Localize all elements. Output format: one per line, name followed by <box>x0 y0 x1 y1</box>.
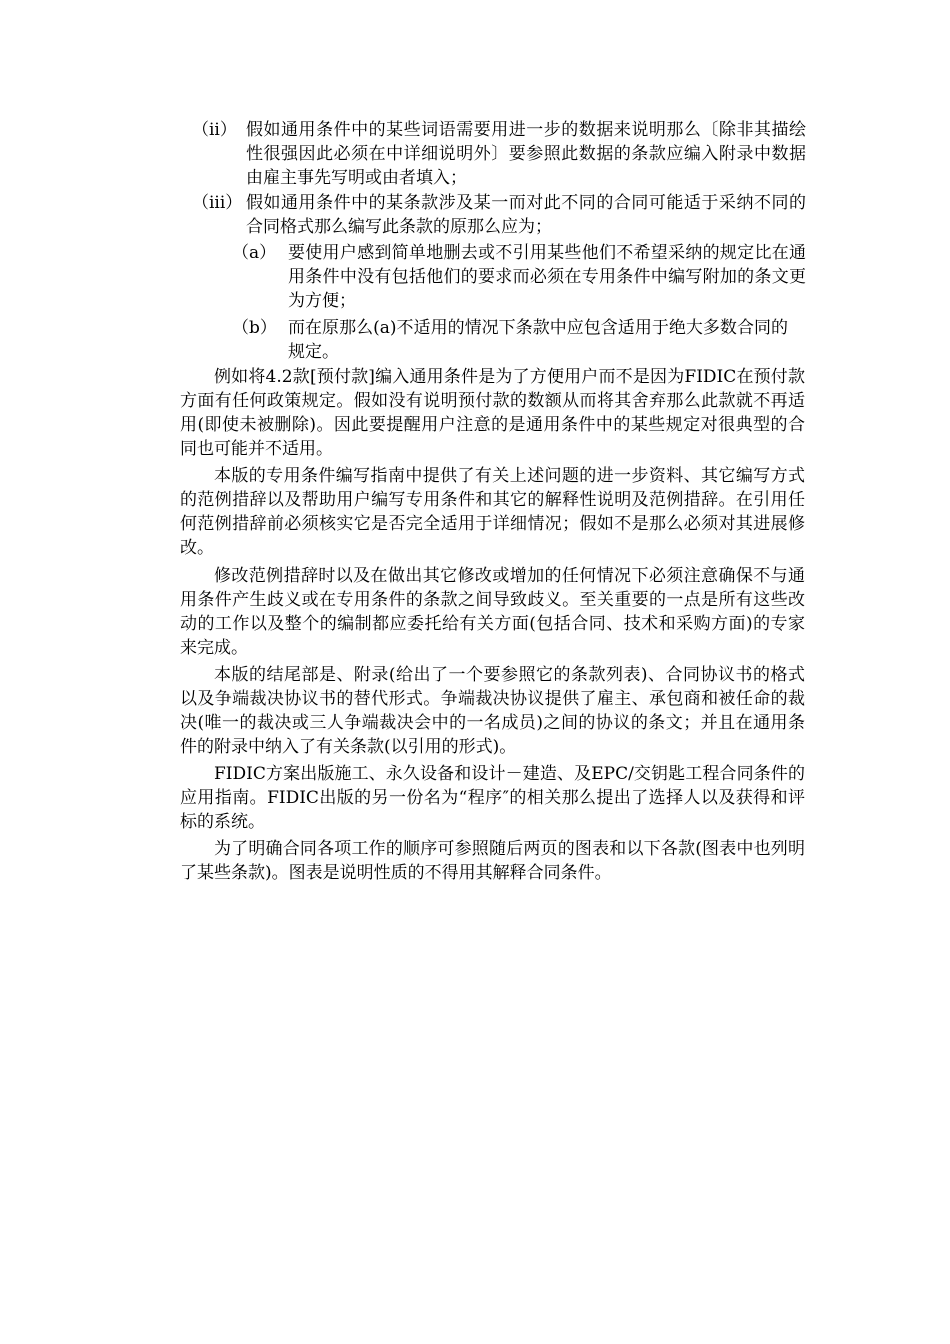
sub-list-item-text: 而在原那么(a)不适用的情况下条款中应包含适用于绝大多数合同的规定。 <box>288 318 788 362</box>
body-paragraph: 本版的专用条件编写指南中提供了有关上述问题的进一步资料、其它编写方式的范例措辞以及帮助用户编写专用条件和其它的解释性说明及范例措辞。在引用任何范例措辞前必须核实它是否完全适用于详细情况；假如不是那么必须对其进展修改。 <box>180 466 805 558</box>
sub-list-item-text: 要使用户感到简单地删去或不引用某些他们不希望采纳的规定比在通用条件中没有包括他们的要求而必须在专用条件中编写附加的条文更为方便； <box>288 243 806 311</box>
list-item-text: 假如通用条件中的某条款涉及某一而对此不同的合同可能适于采纳不同的合同格式那么编写此条款的原那么应为； <box>246 193 806 237</box>
list-item-label: （iii） <box>192 193 243 213</box>
sub-list-item-label: （a） <box>232 243 277 263</box>
list-item-label: （ii） <box>192 120 237 140</box>
sub-list-item-label: （b） <box>232 318 277 338</box>
body-paragraph: 为了明确合同各项工作的顺序可参照随后两页的图表和以下各款(图表中也列明了某些条款)。图表是说明性质的不得用其解释合同条件。 <box>180 839 805 883</box>
body-paragraph: 例如将4.2款[预付款]编入通用条件是为了方便用户而不是因为FIDIC在预付款方面有任何政策规定。假如没有说明预付款的数额从而将其舍弃那么此款就不再适用(即使未被删除)。因此要提醒用户注意的是通用条件中的某些规定对很典型的合同也可能并不适用。 <box>180 367 805 459</box>
body-paragraph: FIDIC方案出版施工、永久设备和设计－建造、及EPC/交钥匙工程合同条件的应用指南。FIDIC出版的另一份名为“程序″的相关那么提出了选择人以及获得和评标的系统。 <box>180 764 805 832</box>
body-paragraph: 本版的结尾部是、附录(给出了一个要参照它的条款列表)、合同协议书的格式以及争端裁决协议书的替代形式。争端裁决协议提供了雇主、承包商和被任命的裁决(唯一的裁决或三人争端裁决会中的一名成员)之间的协议的条文；并且在通用条件的附录中纳入了有关条款(以引用的形式)。 <box>180 665 805 757</box>
list-item-text: 假如通用条件中的某些词语需要用进一步的数据来说明那么〔除非其描绘性很强因此必须在中详细说明外〕要参照此数据的条款应编入附录中数据由雇主事先写明或由者填入； <box>246 120 806 188</box>
body-paragraph: 修改范例措辞时以及在做出其它修改或增加的任何情况下必须注意确保不与通用条件产生歧义或在专用条件的条款之间导致歧义。至关重要的一点是所有这些改动的工作以及整个的编制都应委托给有关方面(包括合同、技术和采购方面)的专家来完成。 <box>180 566 805 658</box>
